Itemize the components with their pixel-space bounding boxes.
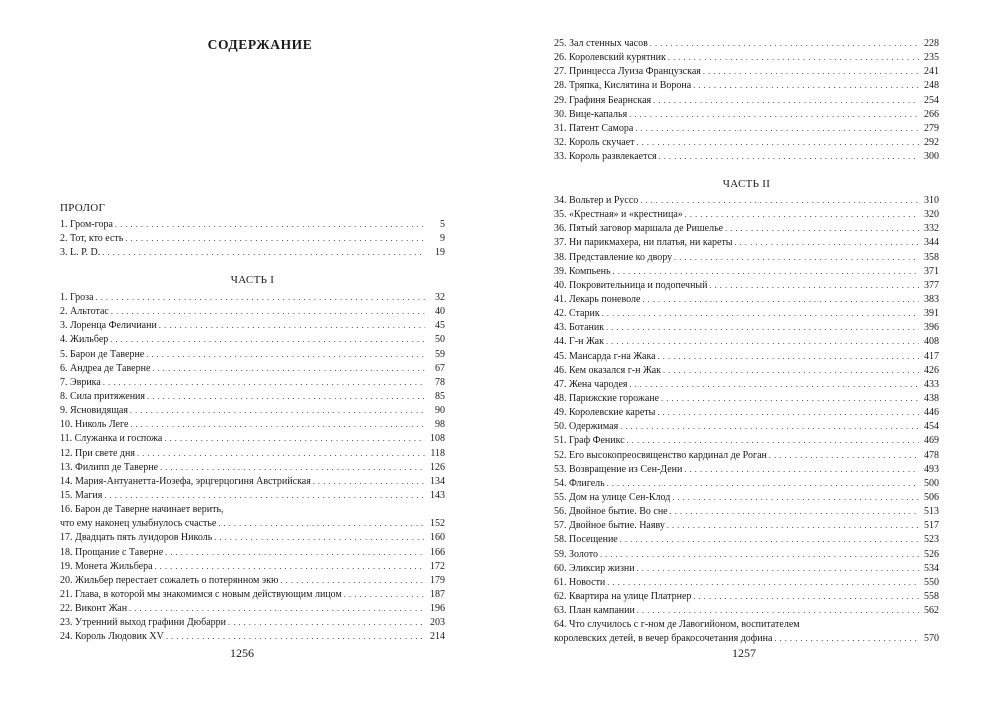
entry-title: 42. Старик bbox=[554, 308, 600, 320]
dot-leader bbox=[152, 362, 425, 376]
dot-leader bbox=[607, 576, 919, 590]
entry-title: 45. Мансарда г-на Жака bbox=[554, 350, 656, 362]
toc-entry bbox=[554, 94, 939, 108]
dot-leader bbox=[129, 602, 425, 616]
entry-page-number: 160 bbox=[430, 532, 445, 544]
entry-line bbox=[60, 503, 445, 517]
entry-page-number: 433 bbox=[924, 378, 939, 390]
entry-title: 13. Филипп де Таверне bbox=[60, 461, 159, 473]
toc-entry bbox=[60, 404, 445, 418]
entry-page-number: 320 bbox=[924, 209, 939, 221]
toc-entry bbox=[554, 150, 939, 164]
entry-title: 16. Барон де Таверне начинает верить, bbox=[60, 504, 224, 516]
entry-line bbox=[554, 618, 939, 632]
toc-entry bbox=[60, 588, 445, 602]
toc-entry bbox=[60, 418, 445, 432]
toc-entry bbox=[60, 246, 445, 260]
dot-leader bbox=[642, 293, 919, 307]
toc-entry bbox=[60, 232, 445, 246]
dot-leader bbox=[657, 406, 919, 420]
toc-entry bbox=[60, 602, 445, 616]
toc-entry bbox=[60, 630, 445, 644]
dot-leader bbox=[620, 533, 919, 547]
page-number-right: 1257 bbox=[732, 646, 756, 660]
dot-leader bbox=[110, 333, 425, 347]
dot-leader bbox=[111, 305, 425, 319]
entry-page-number: 118 bbox=[430, 447, 445, 459]
toc-entry bbox=[554, 194, 939, 208]
entry-page-number: 558 bbox=[924, 590, 939, 602]
entry-page-number: 358 bbox=[924, 251, 939, 263]
entry-title: 29. Графиня Беарнская bbox=[554, 94, 652, 106]
entry-title: 37. Ни парикмахера, ни платья, ни кареты bbox=[554, 237, 733, 249]
entry-title: 40. Покровительница и подопечный bbox=[554, 279, 708, 291]
dot-leader bbox=[637, 562, 919, 576]
dot-leader bbox=[147, 390, 425, 404]
entry-page-number: 254 bbox=[924, 94, 939, 106]
entry-title: 9. Ясновидящая bbox=[60, 405, 128, 417]
entry-title: 39. Компьень bbox=[554, 265, 611, 277]
toc-entry bbox=[554, 420, 939, 434]
entry-title: 10. Николь Леге bbox=[60, 419, 129, 431]
entry-title: 54. Флигель bbox=[554, 477, 605, 489]
dot-leader bbox=[137, 447, 425, 461]
entry-title: что ему наконец улыбнулось счастье bbox=[60, 518, 217, 530]
toc-entry bbox=[554, 392, 939, 406]
entry-page-number: 50 bbox=[435, 334, 445, 346]
toc-entry bbox=[60, 218, 445, 232]
entry-title: 58. Посещение bbox=[554, 534, 618, 546]
entry-page-number: 98 bbox=[435, 419, 445, 431]
part1-list bbox=[60, 291, 445, 645]
toc-entry bbox=[60, 376, 445, 390]
entry-title: 47. Жена чародея bbox=[554, 378, 628, 390]
dot-leader bbox=[602, 307, 919, 321]
entry-title: 1. Гроза bbox=[60, 292, 94, 303]
toc-entry bbox=[554, 477, 939, 491]
toc-entry bbox=[60, 447, 445, 461]
entry-title: 2. Тот, кто есть bbox=[60, 233, 124, 245]
toc-entry bbox=[554, 136, 939, 150]
entry-title: 56. Двойное бытие. Во сне bbox=[554, 506, 668, 518]
toc-entry bbox=[60, 616, 445, 630]
entry-page-number: 214 bbox=[430, 631, 445, 643]
entry-page-number: 59 bbox=[435, 348, 445, 360]
dot-leader bbox=[620, 420, 919, 434]
entry-page-number: 454 bbox=[924, 421, 939, 433]
dot-leader bbox=[104, 489, 425, 503]
toc-entry bbox=[554, 79, 939, 93]
dot-leader bbox=[164, 432, 425, 446]
dot-leader bbox=[214, 531, 425, 545]
dot-leader bbox=[635, 122, 919, 136]
toc-entry bbox=[554, 463, 939, 477]
entry-title: 60. Эликсир жизни bbox=[554, 562, 635, 574]
entry-page-number: 78 bbox=[435, 376, 445, 388]
toc-entry bbox=[554, 491, 939, 505]
entry-page-number: 9 bbox=[440, 233, 445, 245]
entry-page-number: 500 bbox=[924, 477, 939, 489]
dot-leader bbox=[146, 348, 425, 362]
dot-leader bbox=[630, 378, 920, 392]
dot-leader bbox=[281, 574, 426, 588]
toc-entry bbox=[60, 531, 445, 545]
dot-leader bbox=[115, 218, 425, 232]
toc-entry bbox=[60, 574, 445, 588]
toc-entry bbox=[554, 533, 939, 547]
toc-entry bbox=[554, 618, 939, 646]
toc-entry bbox=[554, 548, 939, 562]
entry-title: 30. Вице-капалья bbox=[554, 108, 628, 120]
entry-title: 25. Зал стенных часов bbox=[554, 38, 648, 49]
toc-entry bbox=[554, 378, 939, 392]
dot-leader bbox=[160, 461, 425, 475]
entry-page-number: 310 bbox=[924, 195, 939, 206]
dot-leader bbox=[613, 265, 919, 279]
toc-entry bbox=[60, 390, 445, 404]
entry-page-number: 371 bbox=[924, 265, 939, 277]
entry-page-number: 266 bbox=[924, 108, 939, 120]
dot-leader bbox=[637, 604, 919, 618]
entry-title: 3. L. P. D. bbox=[60, 247, 101, 259]
dot-leader bbox=[165, 546, 425, 560]
entry-title: 2. Альтотас bbox=[60, 306, 109, 318]
dot-leader bbox=[693, 590, 919, 604]
entry-page-number: 90 bbox=[435, 405, 445, 417]
entry-title: 5. Барон де Таверне bbox=[60, 348, 145, 360]
entry-page-number: 493 bbox=[924, 463, 939, 475]
toc-entry bbox=[554, 449, 939, 463]
dot-leader bbox=[607, 477, 919, 491]
dot-leader bbox=[659, 150, 919, 164]
part1-heading: ЧАСТЬ I bbox=[230, 274, 275, 286]
dot-leader bbox=[155, 560, 425, 574]
toc-entry bbox=[60, 319, 445, 333]
dot-leader bbox=[658, 350, 919, 364]
dot-leader bbox=[670, 505, 919, 519]
entry-title: 57. Двойное бытие. Наяву bbox=[554, 520, 665, 532]
dot-leader bbox=[667, 519, 919, 533]
entry-page-number: 228 bbox=[924, 38, 939, 49]
dot-leader bbox=[102, 246, 425, 260]
entry-title: 12. При свете дня bbox=[60, 447, 135, 459]
entry-page-number: 143 bbox=[430, 489, 445, 501]
dot-leader bbox=[344, 588, 425, 602]
entry-page-number: 45 bbox=[435, 320, 445, 332]
toc-entry bbox=[554, 265, 939, 279]
entry-title: 32. Король скучает bbox=[554, 136, 635, 148]
prologue-heading: ПРОЛОГ bbox=[60, 202, 106, 214]
entry-page-number: 126 bbox=[430, 461, 445, 473]
entry-page-number: 377 bbox=[924, 279, 939, 291]
toc-entry bbox=[60, 291, 445, 305]
entry-title: 44. Г-н Жак bbox=[554, 336, 604, 348]
toc-entry bbox=[554, 590, 939, 604]
toc-entry bbox=[60, 333, 445, 347]
entry-page-number: 241 bbox=[924, 66, 939, 78]
entry-title: 51. Граф Феникс bbox=[554, 435, 625, 447]
entry-line bbox=[554, 632, 939, 646]
entry-page-number: 478 bbox=[924, 449, 939, 461]
prologue-list bbox=[60, 218, 445, 260]
entry-page-number: 417 bbox=[924, 350, 939, 362]
contents-title: СОДЕРЖАНИЕ bbox=[207, 37, 313, 52]
entry-title: 41. Лекарь поневоле bbox=[554, 293, 641, 305]
dot-leader bbox=[130, 404, 425, 418]
toc-entry bbox=[60, 503, 445, 531]
entry-title: королевских детей, в вечер бракосочетания дофина bbox=[554, 633, 773, 645]
entry-page-number: 506 bbox=[924, 491, 939, 503]
entry-title: 55. Дом на улице Сен-Клод bbox=[554, 491, 671, 503]
dot-leader bbox=[640, 194, 919, 208]
entry-title: 4. Жильбер bbox=[60, 334, 109, 346]
dot-leader bbox=[218, 517, 425, 531]
entry-title: 24. Король Людовик XV bbox=[60, 631, 164, 643]
entry-title: 64. Что случилось с г-ном де Лавогийоном, воспитателем bbox=[554, 619, 800, 631]
entry-page-number: 279 bbox=[924, 122, 939, 134]
dot-leader bbox=[725, 222, 919, 236]
dot-leader bbox=[661, 392, 919, 406]
toc-entry bbox=[554, 108, 939, 122]
toc-entry bbox=[554, 307, 939, 321]
entry-page-number: 172 bbox=[430, 560, 445, 572]
toc-entry bbox=[554, 519, 939, 533]
toc-entry bbox=[554, 335, 939, 349]
dot-leader bbox=[774, 632, 919, 646]
entry-title: 49. Королевские кареты bbox=[554, 407, 656, 419]
entry-page-number: 203 bbox=[430, 617, 445, 629]
part2-heading: ЧАСТЬ II bbox=[722, 178, 771, 190]
toc-entry bbox=[60, 348, 445, 362]
entry-page-number: 179 bbox=[430, 574, 445, 586]
entry-page-number: 5 bbox=[440, 219, 445, 230]
entry-line bbox=[60, 517, 445, 531]
entry-title: 50. Одержимая bbox=[554, 421, 619, 433]
entry-page-number: 446 bbox=[924, 407, 939, 419]
toc-entry bbox=[60, 475, 445, 489]
toc-entry bbox=[60, 305, 445, 319]
part2-list bbox=[554, 194, 939, 647]
toc-entry bbox=[554, 562, 939, 576]
entry-title: 7. Эврика bbox=[60, 376, 101, 388]
entry-title: 31. Патент Самора bbox=[554, 122, 634, 134]
entry-page-number: 426 bbox=[924, 364, 939, 376]
entry-page-number: 196 bbox=[430, 603, 445, 615]
page-number-left: 1256 bbox=[230, 646, 254, 660]
toc-entry bbox=[60, 489, 445, 503]
entry-title: 34. Вольтер и Руссо bbox=[554, 195, 639, 206]
entry-title: 59. Золото bbox=[554, 548, 598, 560]
entry-page-number: 562 bbox=[924, 605, 939, 617]
entry-title: 14. Мария-Антуанетта-Иозефа, эрцгерцогиня Австрийская bbox=[60, 475, 311, 487]
entry-page-number: 67 bbox=[435, 362, 445, 374]
entry-page-number: 391 bbox=[924, 308, 939, 320]
entry-page-number: 248 bbox=[924, 80, 939, 92]
dot-leader bbox=[693, 79, 919, 93]
dot-leader bbox=[125, 232, 425, 246]
entry-page-number: 85 bbox=[435, 390, 445, 402]
entry-title: 46. Кем оказался г-н Жак bbox=[554, 364, 661, 376]
entry-title: 6. Андреа де Таверне bbox=[60, 362, 151, 374]
entry-title: 22. Виконт Жан bbox=[60, 603, 128, 615]
dot-leader bbox=[96, 291, 425, 305]
dot-leader bbox=[103, 376, 425, 390]
dot-leader bbox=[606, 335, 919, 349]
entry-page-number: 292 bbox=[924, 136, 939, 148]
dot-leader bbox=[685, 208, 919, 222]
toc-entry bbox=[554, 505, 939, 519]
entry-title: 35. «Крестная» и «крестница» bbox=[554, 209, 683, 221]
toc-entry bbox=[554, 350, 939, 364]
entry-title: 43. Ботаник bbox=[554, 322, 605, 334]
entry-title: 17. Двадцать пять луидоров Николь bbox=[60, 532, 213, 544]
toc-entry bbox=[60, 546, 445, 560]
toc-entry bbox=[554, 406, 939, 420]
entry-title: 61. Новости bbox=[554, 576, 606, 588]
entry-title: 36. Пятый заговор маршала де Ришелье bbox=[554, 223, 724, 235]
dot-leader bbox=[650, 37, 919, 51]
part1-continued-list bbox=[554, 37, 939, 164]
entry-title: 28. Тряпка, Кислятина и Ворона bbox=[554, 80, 692, 92]
toc-entry bbox=[554, 293, 939, 307]
dot-leader bbox=[228, 616, 425, 630]
toc-entry bbox=[554, 434, 939, 448]
dot-leader bbox=[627, 434, 919, 448]
entry-title: 3. Лоренца Феличиани bbox=[60, 320, 157, 332]
entry-title: 33. Король развлекается bbox=[554, 151, 657, 163]
right-page bbox=[500, 0, 1000, 706]
entry-title: 8. Сила притяжения bbox=[60, 390, 146, 402]
dot-leader bbox=[313, 475, 425, 489]
entry-title: 19. Монета Жильбера bbox=[60, 560, 153, 572]
dot-leader bbox=[668, 51, 919, 65]
toc-entry bbox=[554, 37, 939, 51]
entry-title: 21. Глава, в которой мы знакомимся с новым действующим лицом bbox=[60, 588, 342, 600]
entry-page-number: 534 bbox=[924, 562, 939, 574]
entry-page-number: 523 bbox=[924, 534, 939, 546]
toc-entry bbox=[60, 560, 445, 574]
dot-leader bbox=[710, 279, 919, 293]
dot-leader bbox=[769, 449, 919, 463]
dot-leader bbox=[653, 94, 919, 108]
dot-leader bbox=[606, 321, 919, 335]
entry-title: 52. Его высокопреосвященство кардинал де Роган bbox=[554, 449, 767, 461]
entry-page-number: 469 bbox=[924, 435, 939, 447]
entry-title: 63. План кампании bbox=[554, 605, 635, 617]
entry-page-number: 32 bbox=[435, 292, 445, 303]
entry-title: 53. Возвращение из Сен-Дени bbox=[554, 463, 683, 475]
toc-entry bbox=[554, 364, 939, 378]
entry-title: 48. Парижские горожане bbox=[554, 392, 660, 404]
entry-page-number: 396 bbox=[924, 322, 939, 334]
entry-title: 20. Жильбер перестает сожалеть о потерянном экю bbox=[60, 574, 279, 586]
toc-entry bbox=[554, 279, 939, 293]
entry-title: 23. Утренний выход графини Дюбарри bbox=[60, 617, 227, 629]
toc-entry bbox=[554, 208, 939, 222]
dot-leader bbox=[663, 364, 919, 378]
entry-title: 18. Прощание с Таверне bbox=[60, 546, 164, 558]
dot-leader bbox=[130, 418, 425, 432]
entry-page-number: 300 bbox=[924, 151, 939, 163]
toc-entry bbox=[554, 236, 939, 250]
dot-leader bbox=[159, 319, 425, 333]
toc-entry bbox=[554, 321, 939, 335]
entry-page-number: 332 bbox=[924, 223, 939, 235]
toc-entry bbox=[554, 604, 939, 618]
dot-leader bbox=[684, 463, 919, 477]
dot-leader bbox=[166, 630, 425, 644]
entry-page-number: 570 bbox=[924, 633, 939, 645]
entry-page-number: 19 bbox=[435, 247, 445, 259]
toc-entry bbox=[554, 122, 939, 136]
entry-title: 38. Представление ко двору bbox=[554, 251, 673, 263]
entry-title: 27. Принцесса Луиза Французская bbox=[554, 66, 701, 78]
entry-page-number: 187 bbox=[430, 588, 445, 600]
entry-page-number: 40 bbox=[435, 306, 445, 318]
entry-page-number: 408 bbox=[924, 336, 939, 348]
dot-leader bbox=[600, 548, 919, 562]
entry-title: 1. Гром-гора bbox=[60, 219, 113, 230]
entry-title: 11. Служанка и госпожа bbox=[60, 433, 163, 445]
entry-page-number: 166 bbox=[430, 546, 445, 558]
dot-leader bbox=[674, 251, 919, 265]
toc-entry bbox=[554, 576, 939, 590]
dot-leader bbox=[735, 236, 919, 250]
entry-page-number: 383 bbox=[924, 293, 939, 305]
dot-leader bbox=[703, 65, 919, 79]
entry-page-number: 235 bbox=[924, 52, 939, 64]
entry-page-number: 526 bbox=[924, 548, 939, 560]
dot-leader bbox=[637, 136, 919, 150]
entry-page-number: 344 bbox=[924, 237, 939, 249]
entry-title: 15. Магия bbox=[60, 489, 103, 501]
toc-entry bbox=[554, 222, 939, 236]
entry-page-number: 438 bbox=[924, 392, 939, 404]
entry-page-number: 108 bbox=[430, 433, 445, 445]
dot-leader bbox=[672, 491, 919, 505]
entry-page-number: 550 bbox=[924, 576, 939, 588]
toc-entry bbox=[60, 461, 445, 475]
entry-page-number: 513 bbox=[924, 506, 939, 518]
entry-page-number: 134 bbox=[430, 475, 445, 487]
toc-entry bbox=[554, 65, 939, 79]
toc-entry bbox=[554, 51, 939, 65]
entry-page-number: 152 bbox=[430, 518, 445, 530]
toc-entry bbox=[554, 251, 939, 265]
toc-entry bbox=[60, 362, 445, 376]
entry-title: 62. Квартира на улице Платрнер bbox=[554, 590, 692, 602]
entry-title: 26. Королевский курятник bbox=[554, 52, 666, 64]
dot-leader bbox=[629, 108, 919, 122]
toc-entry bbox=[60, 432, 445, 446]
entry-page-number: 517 bbox=[924, 520, 939, 532]
